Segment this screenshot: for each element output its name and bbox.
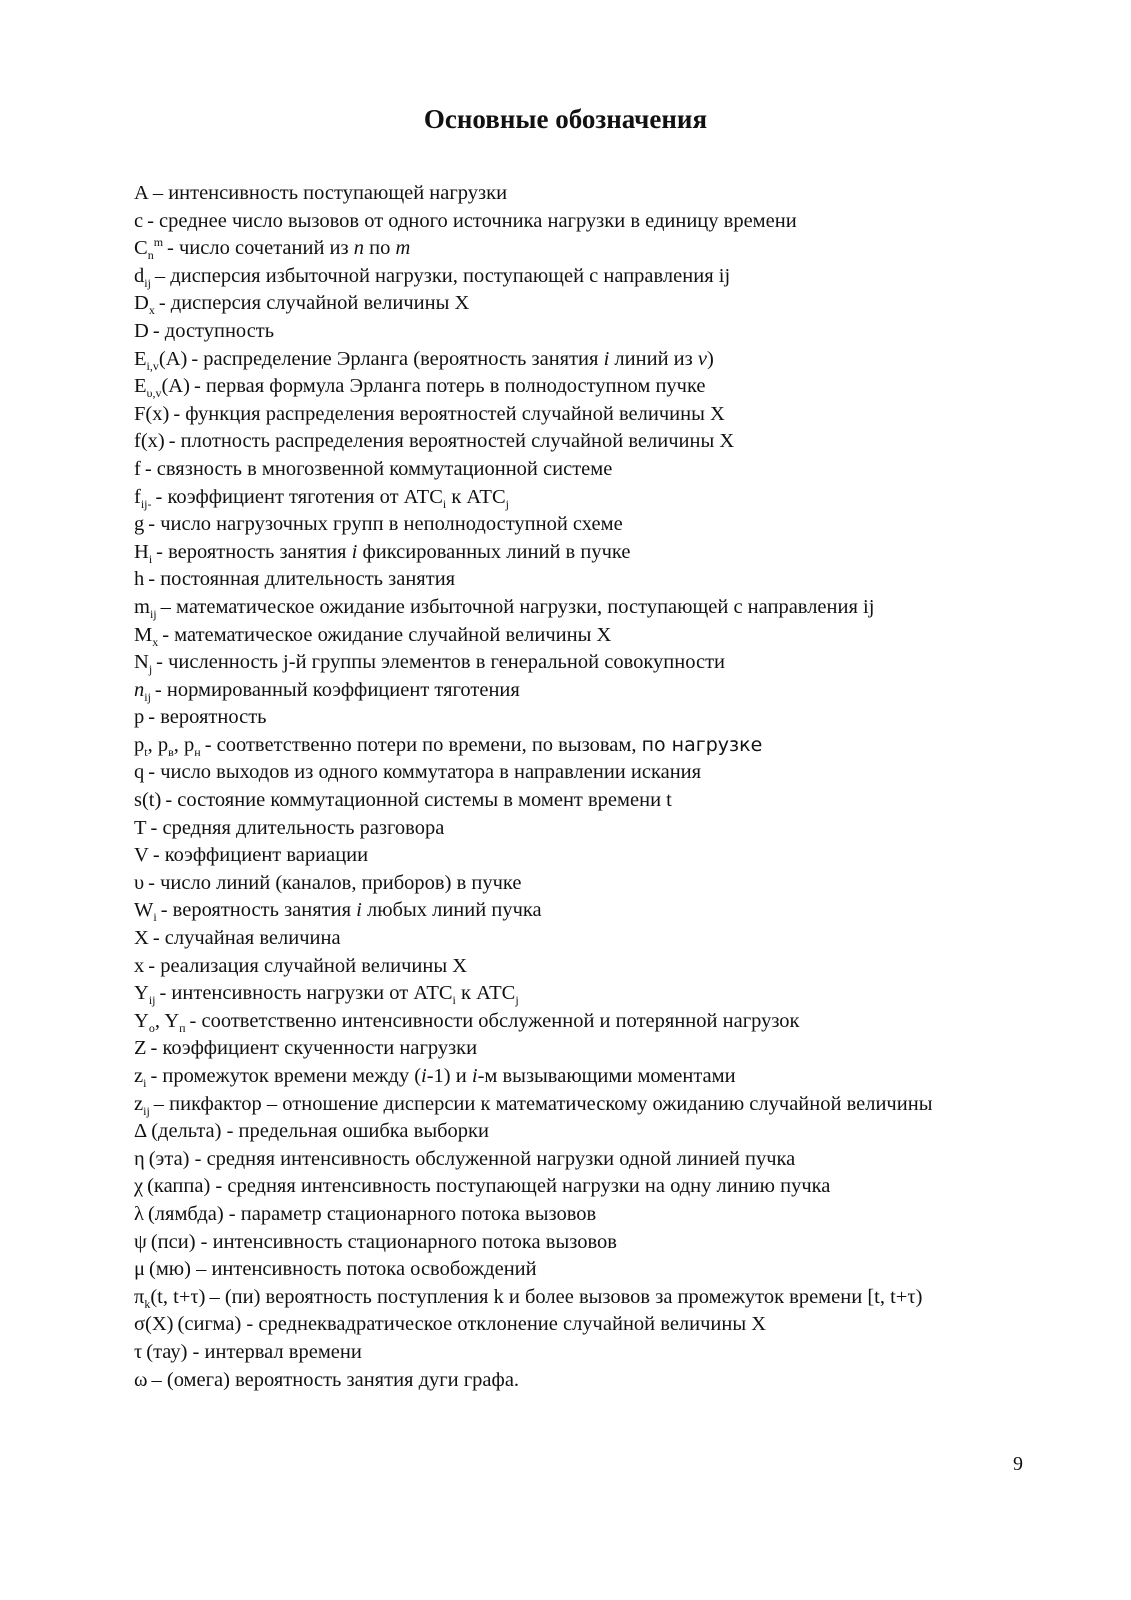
notation-entry	[134, 208, 1054, 236]
notation-entry	[134, 1284, 1054, 1312]
notation-description	[159, 982, 519, 1008]
symbol-arguments: (A)	[161, 375, 190, 398]
notation-symbol	[134, 511, 144, 539]
notation-symbol	[134, 484, 152, 512]
description-text: (сигма) - среднеквадратическое отклонение случайной величины X	[177, 1313, 767, 1336]
description-text: - распределение Эрланга (вероятность занятия	[191, 347, 599, 370]
notation-symbol	[134, 290, 155, 318]
description-text: - связность в многозвенной коммутационной системе	[144, 457, 613, 480]
description-text: (дельта) - предельная ошибка выборки	[151, 1120, 489, 1143]
notation-entry	[134, 925, 1054, 953]
page-number: 9	[1013, 1453, 1023, 1475]
notation-symbol	[134, 980, 155, 1008]
notation-symbol	[134, 1091, 150, 1119]
notation-description	[148, 955, 467, 977]
notation-symbol	[134, 1229, 147, 1257]
symbol-base: π	[134, 1285, 145, 1308]
symbol-base: μ	[134, 1258, 145, 1281]
symbol-base: T	[134, 816, 147, 839]
notation-description	[153, 320, 274, 342]
symbol-subscript: o	[148, 1020, 155, 1035]
description-text: - дисперсия случайной величины X	[158, 292, 470, 315]
notation-description	[148, 706, 266, 728]
notation-entry	[134, 953, 1054, 981]
notation-entry	[134, 263, 1054, 291]
notation-entry	[134, 290, 1054, 318]
notation-description	[148, 568, 455, 590]
description-text: - плотность распределения вероятностей случайной величины X	[168, 430, 735, 453]
notation-entry	[134, 594, 1054, 622]
notation-symbol	[134, 1311, 174, 1339]
symbol-subscript: ij	[143, 1103, 150, 1118]
notation-symbol	[134, 649, 152, 677]
description-text: -1) и	[426, 1065, 467, 1087]
description-text: (тау) - интервал времени	[146, 1340, 362, 1363]
symbol-subscript: i	[148, 551, 153, 566]
notation-entry	[134, 484, 1054, 512]
description-text: - число сочетаний из	[167, 237, 349, 260]
notation-entry	[134, 1118, 1054, 1146]
notation-entry	[134, 318, 1054, 346]
symbol-subscript: t	[144, 744, 148, 759]
notation-entry	[134, 677, 1054, 705]
notation-description	[151, 1037, 478, 1059]
notation-symbol	[134, 1146, 145, 1174]
notation-symbol	[134, 566, 144, 594]
description-variable: i	[351, 540, 358, 563]
description-text: - постоянная длительность занятия	[148, 568, 456, 591]
symbol-base: σ(X)	[134, 1313, 174, 1336]
description-subscript: i	[452, 993, 456, 1008]
description-text: – (пи) вероятность поступления k и более вызовов за промежуток времени [t, t+τ)	[209, 1285, 923, 1308]
symbol-base: s(t)	[134, 789, 162, 812]
notation-description	[190, 1010, 800, 1032]
notation-description	[153, 182, 507, 204]
notation-entry	[134, 1091, 1054, 1119]
description-text: (пси) - интенсивность стационарного потока вызовов	[150, 1230, 617, 1253]
symbol-base: p	[134, 706, 145, 729]
notation-entry	[134, 842, 1054, 870]
description-text: - вероятность занятия	[160, 899, 352, 922]
notation-description	[145, 458, 613, 480]
description-subscript: j	[515, 993, 519, 1008]
notation-description	[148, 1203, 596, 1225]
symbol-subscript: i	[143, 1076, 147, 1091]
notation-entry	[134, 759, 1054, 787]
notation-description	[156, 541, 630, 563]
description-text: – (омега) вероятность занятия дуги графа.	[151, 1368, 520, 1391]
page-title: Основные обозначения	[423, 104, 708, 134]
notation-symbol	[134, 1118, 147, 1146]
notation-symbol	[134, 208, 143, 236]
notation-symbol	[134, 622, 158, 650]
notation-entry	[134, 1173, 1054, 1201]
symbol-subscript: υ,v	[146, 386, 162, 401]
symbol-subscript: n	[147, 248, 154, 263]
notation-symbol	[134, 428, 165, 456]
symbol-base: Z	[134, 1037, 147, 1060]
notation-description	[148, 513, 622, 535]
symbol-base: E	[134, 347, 147, 370]
notation-entry	[134, 401, 1054, 429]
notation-description	[161, 596, 875, 618]
notation-entry	[134, 649, 1054, 677]
notation-symbol	[134, 925, 149, 953]
description-text: - нормированный коэффициент тяготения	[154, 678, 520, 701]
symbol-subscript: ij-	[140, 496, 152, 511]
symbol-base: q	[134, 761, 145, 784]
notation-entry	[134, 815, 1054, 843]
symbol-base: C	[134, 237, 148, 260]
description-text: (лямбда) - параметр стационарного потока вызовов	[147, 1202, 597, 1225]
symbol-base: λ	[134, 1202, 144, 1225]
notation-entry	[134, 1201, 1054, 1229]
symbol-base: n	[134, 678, 145, 701]
description-text: – дисперсия избыточной нагрузки, поступающей с направления ij	[154, 264, 731, 287]
description-text: )	[706, 347, 714, 370]
symbol-arguments: (t, t+τ)	[150, 1285, 206, 1308]
description-text: к АТС	[451, 485, 506, 508]
symbol-base: Y	[134, 982, 149, 1005]
notation-symbol	[134, 1367, 148, 1395]
notation-symbol	[134, 235, 163, 263]
notation-symbol	[134, 180, 149, 208]
symbol-base: V	[134, 844, 149, 867]
symbol-base: m	[134, 595, 150, 618]
notation-description	[153, 844, 368, 866]
description-text: (каппа) - средняя интенсивность поступающей нагрузки на одну линию пучка	[147, 1175, 831, 1198]
description-text: - реализация случайной величины X	[148, 954, 468, 977]
symbol-subscript: i	[153, 910, 157, 925]
description-variable: i	[471, 1065, 478, 1087]
symbol-subscript: ij	[148, 993, 156, 1008]
notation-description	[153, 927, 341, 949]
notation-description	[191, 348, 713, 370]
notation-symbol	[134, 897, 157, 925]
notation-symbol	[134, 318, 149, 346]
description-subscript: j	[505, 496, 509, 511]
notation-description	[205, 734, 763, 756]
description-text: (мю) – интенсивность потока освобождений	[149, 1258, 537, 1281]
notation-symbol	[134, 815, 147, 843]
description-text: по	[369, 237, 391, 260]
notation-description	[178, 1313, 767, 1335]
notation-entry	[134, 1008, 1054, 1036]
notation-entry	[134, 1367, 1054, 1395]
notation-description	[162, 624, 611, 646]
description-text: - математическое ожидание случайной величины X	[162, 623, 612, 646]
symbol-subscript: x	[148, 303, 155, 318]
description-text: - среднее число вызовов от одного источника нагрузки в единицу времени	[147, 209, 797, 232]
symbol-subscript: j	[148, 662, 153, 677]
symbol-base: h	[134, 568, 145, 591]
notation-entry	[134, 1146, 1054, 1174]
notation-entry	[134, 1229, 1054, 1257]
description-subscript: i	[442, 496, 447, 511]
description-variable: i	[421, 1065, 427, 1087]
symbol-base: υ	[134, 871, 145, 894]
notation-description	[151, 1231, 617, 1253]
notation-entry	[134, 346, 1054, 374]
symbol-base: ψ	[134, 1230, 147, 1253]
symbol-base: χ	[134, 1175, 144, 1198]
symbol-base: f(x)	[134, 430, 165, 453]
description-text: (эта) - средняя интенсивность обслуженной нагрузки одной линией пучка	[148, 1147, 796, 1170]
symbol-base: ω	[134, 1368, 148, 1391]
notation-description	[148, 761, 701, 783]
notation-symbol	[134, 787, 161, 815]
notation-entry	[134, 704, 1054, 732]
description-text: - число выходов из одного коммутатора в направлении искания	[148, 761, 702, 784]
symbol-base: W	[134, 899, 154, 922]
notation-description	[155, 485, 509, 511]
symbol-subscript: н	[194, 744, 201, 759]
description-text: - численность j-й группы элементов в генеральной совокупности	[156, 651, 726, 674]
notation-entry	[134, 1063, 1054, 1091]
notation-symbol	[134, 1173, 143, 1201]
notation-description	[151, 817, 445, 839]
description-text: линий из	[614, 347, 693, 370]
notation-symbol	[134, 842, 149, 870]
symbol-base: d	[134, 264, 145, 287]
notation-symbol	[134, 1035, 147, 1063]
symbol-base: H	[134, 540, 149, 563]
notation-description	[146, 1341, 362, 1363]
notation-symbol	[134, 401, 169, 429]
notation-entry	[134, 511, 1054, 539]
notation-symbol	[134, 1284, 205, 1312]
notation-description	[149, 1148, 796, 1170]
notation-entry	[134, 428, 1054, 456]
symbol-base: N	[134, 651, 149, 674]
symbol-base: Y	[134, 1009, 149, 1032]
notation-entry	[134, 235, 1054, 263]
notation-symbol	[134, 539, 152, 567]
symbol-subscript: ij	[149, 607, 157, 621]
description-text: - состояние коммутационной системы в момент времени t	[165, 789, 672, 812]
symbol-subscript: п	[179, 1020, 186, 1035]
description-text: - средняя длительность разговора	[150, 816, 445, 839]
symbol-base: g	[134, 513, 145, 536]
notation-entry	[134, 456, 1054, 484]
notation-symbol: $p_t$, $p_в$, $p_н$	[134, 733, 201, 759]
notation-symbol	[134, 1201, 144, 1229]
description-text: - число нагрузочных групп в неполнодоступной схеме	[148, 513, 623, 536]
notation-description	[155, 265, 730, 287]
symbol-base: p	[184, 733, 195, 756]
description-text: - вероятность занятия	[156, 540, 347, 563]
notation-entry	[134, 373, 1054, 401]
description-text: - число линий (каналов, приборов) в пучке	[148, 871, 522, 894]
notation-description	[167, 237, 410, 259]
notation-symbol: $Y_o$, $Y_п$	[134, 1009, 186, 1035]
symbol-base: F(x)	[134, 402, 170, 425]
description-variable: i	[356, 899, 362, 922]
notation-entry	[134, 732, 1054, 760]
symbol-base: f	[134, 485, 141, 508]
description-text: - случайная величина	[152, 927, 341, 950]
description-text: - вероятность	[148, 706, 267, 729]
notation-symbol	[134, 953, 144, 981]
notation-symbol	[134, 870, 144, 898]
notation-symbol	[134, 1256, 145, 1284]
description-text: - доступность	[152, 319, 275, 342]
notation-entry	[134, 1035, 1054, 1063]
description-text: - соответственно потери по времени, по вызовам,	[204, 733, 637, 756]
notation-entry	[134, 897, 1054, 925]
notation-symbol	[134, 594, 157, 622]
description-text: - интенсивность нагрузки от АТС	[159, 982, 453, 1005]
symbol-base: M	[134, 623, 153, 646]
notation-entry	[134, 1311, 1054, 1339]
symbol-base: A	[134, 182, 149, 204]
notation-description	[149, 1258, 537, 1280]
notation-description	[151, 1120, 489, 1142]
description-text: - коэффициент вариации	[152, 844, 369, 867]
notation-description	[169, 430, 734, 452]
description-text: – интенсивность поступающей нагрузки	[152, 182, 508, 204]
notation-entry	[134, 1256, 1054, 1284]
notation-symbol	[134, 759, 144, 787]
symbol-arguments: (A)	[158, 347, 188, 370]
notation-entry	[134, 180, 1054, 208]
description-text: -м вызывающими моментами	[477, 1065, 736, 1087]
symbol-base: c	[134, 209, 144, 232]
description-text: к АТС	[461, 982, 516, 1005]
notation-description	[155, 679, 520, 701]
symbol-base: Δ	[134, 1120, 148, 1143]
description-text: по нагрузке	[641, 733, 763, 756]
description-variable: m	[395, 237, 411, 260]
notation-symbol	[134, 1063, 146, 1091]
symbol-base: Y	[164, 1009, 180, 1032]
symbol-subscript: ij	[144, 275, 151, 290]
notation-symbol	[134, 704, 144, 732]
notation-description	[154, 1093, 933, 1115]
description-text: – пикфактор – отношение дисперсии к математическому ожиданию случайной величины	[153, 1092, 933, 1115]
symbol-subscript: k	[144, 1296, 151, 1311]
notation-description	[161, 899, 542, 921]
notation-description	[147, 210, 797, 232]
description-text: - коэффициент скученности нагрузки	[150, 1037, 478, 1060]
symbol-base: p	[157, 733, 169, 756]
notation-list	[134, 180, 1054, 1394]
symbol-base: D	[134, 292, 149, 315]
symbol-base: X	[134, 927, 149, 950]
notation-symbol	[134, 1339, 142, 1367]
symbol-base: E	[134, 375, 147, 398]
symbol-subscript: ij	[144, 689, 151, 704]
description-text: - коэффициент тяготения от АТС	[155, 485, 443, 508]
notation-description	[148, 872, 521, 894]
symbol-base: η	[134, 1147, 145, 1170]
notation-symbol	[134, 456, 141, 484]
notation-description	[152, 1369, 520, 1391]
description-text: фиксированных линий в пучке	[362, 540, 631, 563]
notation-entry	[134, 870, 1054, 898]
notation-symbol	[134, 677, 151, 705]
notation-description	[165, 789, 672, 811]
notation-entry	[134, 622, 1054, 650]
notation-symbol	[134, 346, 187, 374]
notation-symbol	[134, 373, 190, 401]
notation-description	[173, 403, 724, 425]
notation-description	[147, 1175, 830, 1197]
notation-symbol	[134, 263, 151, 291]
notation-entry	[134, 1339, 1054, 1367]
description-text: - соответственно интенсивности обслуженной и потерянной нагрузок	[189, 1009, 800, 1032]
symbol-base: x	[134, 954, 145, 977]
symbol-base: p	[134, 733, 145, 756]
notation-description	[194, 375, 706, 397]
notation-entry	[134, 980, 1054, 1008]
notation-description	[150, 1065, 735, 1087]
symbol-subscript: x	[152, 634, 159, 649]
notation-description	[156, 651, 725, 673]
symbol-base: z	[134, 1065, 144, 1087]
symbol-subscript: i,v	[146, 358, 159, 373]
description-text: любых линий пучка	[366, 899, 542, 922]
symbol-base: f	[134, 457, 141, 480]
description-variable: i	[603, 347, 610, 370]
notation-description	[209, 1286, 922, 1308]
notation-entry	[134, 539, 1054, 567]
description-variable: v	[697, 347, 707, 370]
description-variable: n	[353, 237, 364, 260]
description-text: - промежуток времени между (	[150, 1065, 422, 1087]
notation-entry	[134, 566, 1054, 594]
symbol-base: D	[134, 319, 149, 342]
symbol-superscript: m	[153, 235, 164, 250]
symbol-base: z	[134, 1092, 144, 1115]
symbol-subscript: в	[168, 744, 174, 759]
notation-entry	[134, 787, 1054, 815]
description-text: - первая формула Эрланга потерь в полнодоступном пучке	[193, 375, 706, 398]
description-text: - функция распределения вероятностей случайной величины X	[173, 402, 725, 425]
notation-description	[159, 292, 469, 314]
description-text: – математическое ожидание избыточной нагрузки, поступающей с направления ij	[160, 595, 875, 618]
symbol-base: τ	[134, 1340, 143, 1363]
